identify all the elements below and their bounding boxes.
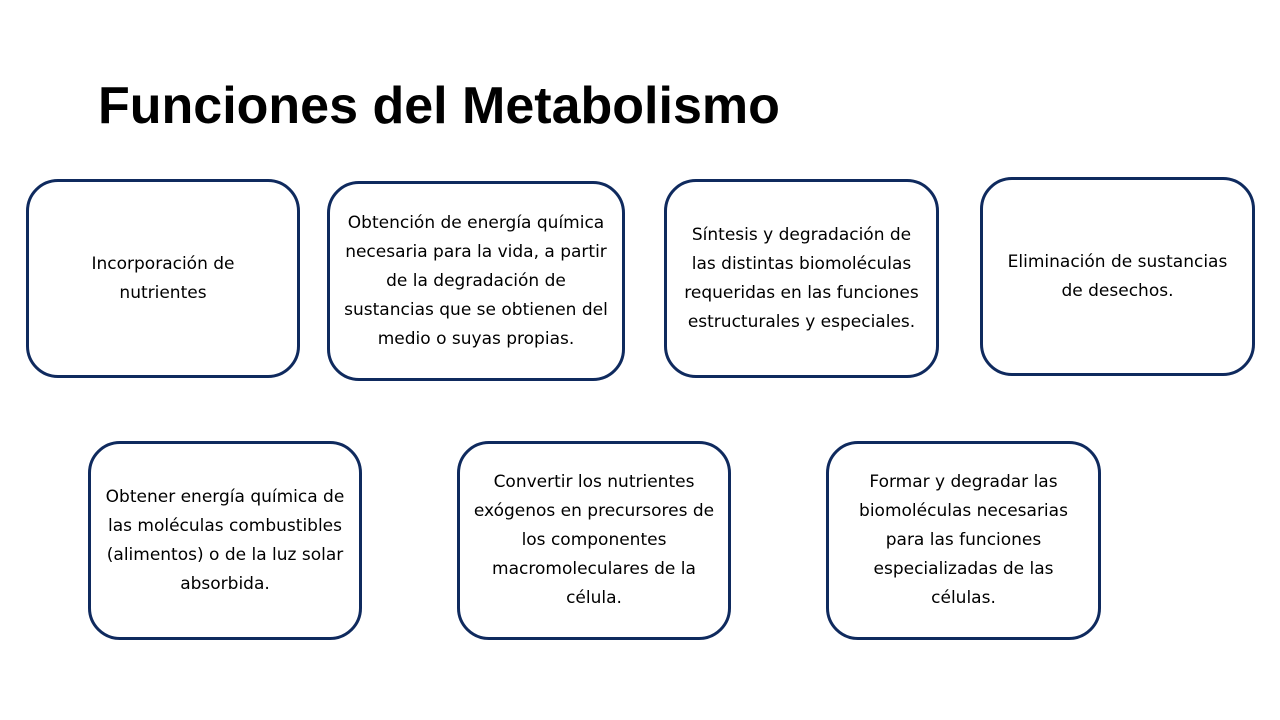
function-box-sintesis-degradacion	[664, 179, 939, 378]
function-box-text: Formar y degradar las biomoléculas necesarias para las funciones especializadas de las células.	[859, 472, 1068, 608]
function-box-incorporacion	[26, 179, 300, 378]
function-box-text: Obtener energía química de las moléculas combustibles (alimentos) o de la luz solar absorbida.	[105, 486, 345, 594]
function-box-text: Incorporación de nutrientes	[91, 253, 235, 303]
function-box-text: Eliminación de sustancias de desechos.	[1007, 251, 1228, 301]
function-box-formar-degradar	[826, 441, 1101, 640]
function-box-obtencion-energia	[327, 181, 625, 381]
function-box-text: Convertir los nutrientes exógenos en precursores de los componentes macromoleculares de la célula.	[473, 472, 715, 608]
slide-title: Funciones del Metabolismo	[98, 77, 780, 135]
function-box-obtener-energia	[88, 441, 362, 640]
function-box-text: Obtención de energía química necesaria para la vida, a partir de la degradación de sustancias que se obtienen del medio o suyas propias.	[344, 212, 608, 349]
function-box-convertir-nutrientes	[457, 441, 731, 640]
function-box-text: Síntesis y degradación de las distintas biomoléculas requeridas en las funciones estructurales y especiales.	[684, 224, 919, 332]
function-box-eliminacion	[980, 177, 1255, 376]
